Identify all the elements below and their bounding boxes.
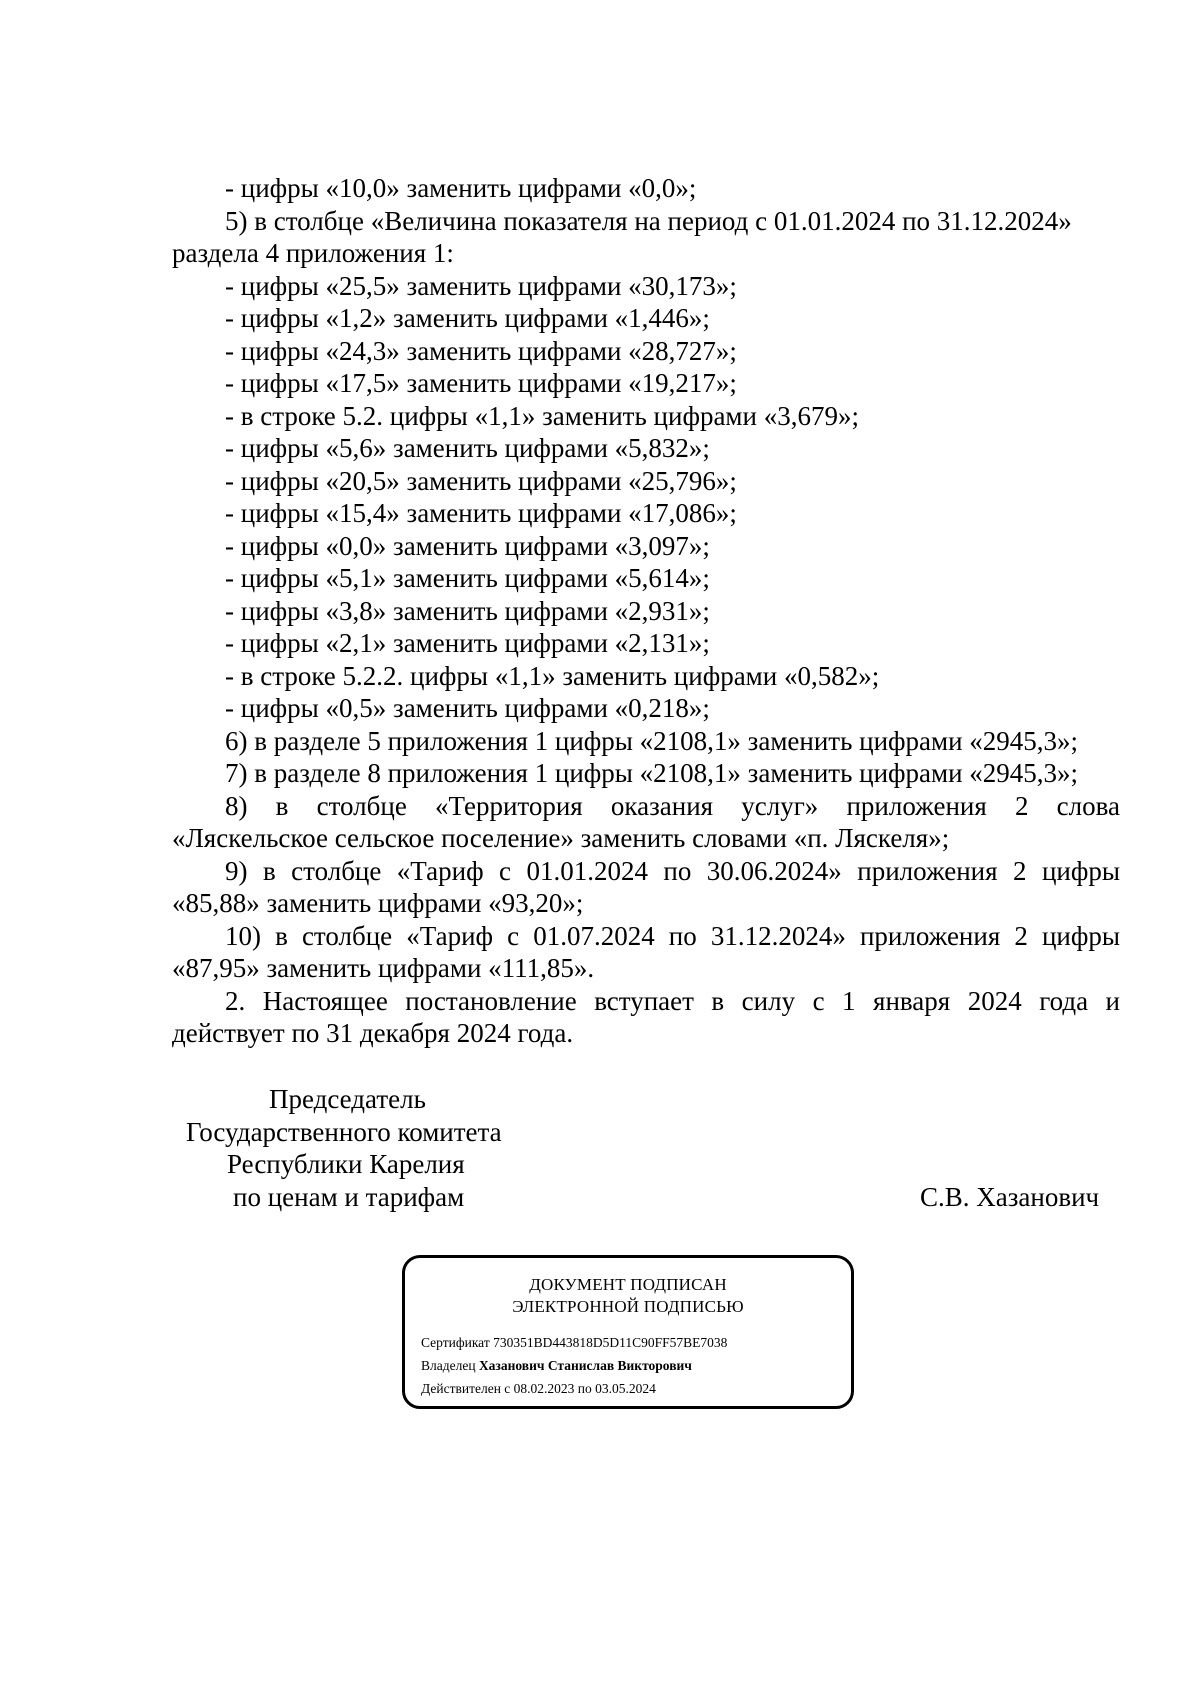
text-line: - цифры «3,8» заменить цифрами «2,931»;	[225, 595, 710, 626]
signatory-name: С.В. Хазанович	[920, 1181, 1100, 1212]
text-line: «85,88» заменить цифрами «93,20»;	[172, 888, 584, 918]
stamp-valid-to-label: по	[577, 1381, 592, 1396]
text-line: - цифры «5,6» заменить цифрами «5,832»;	[225, 433, 710, 463]
text-line: - цифры «20,5» заменить цифрами «25,796»;	[225, 465, 737, 496]
text-line: - цифры «2,1» заменить цифрами «2,131»;	[225, 628, 710, 658]
stamp-valid-label: Действителен с	[421, 1381, 511, 1396]
stamp-validity	[421, 1380, 656, 1398]
signature-position-line: Председатель	[269, 1084, 426, 1114]
text-line: - цифры «0,5» заменить цифрами «0,218»;	[225, 693, 710, 723]
text-line: - цифры «15,4» заменить цифрами «17,086»;	[225, 498, 737, 528]
text-line: - в строке 5.2.2. цифры «1,1» заменить цифрами «0,582»;	[225, 660, 880, 691]
signature-position-line: по ценам и тарифам	[233, 1181, 465, 1212]
text-line: 2. Настоящее постановление вступает в силу с 1 января 2024 года и	[225, 985, 1120, 1016]
text-line: - цифры «25,5» заменить цифрами «30,173»;	[225, 270, 737, 301]
signature-position-line: Республики Карелия	[227, 1149, 465, 1179]
text-line: - цифры «17,5» заменить цифрами «19,217»;	[225, 368, 737, 398]
stamp-title-line: ДОКУМЕНТ ПОДПИСАН	[529, 1275, 727, 1294]
text-line: 10) в столбце «Тариф с 01.07.2024 по 31.12.2024» приложения 2 цифры	[225, 920, 1120, 951]
text-line: «Ляскельское сельское поселение» заменить словами «п. Ляскеля»;	[172, 823, 950, 853]
text-line: 5) в столбце «Величина показателя на период с 01.01.2024 по 31.12.2024»	[225, 205, 1072, 236]
text-line: действует по 31 декабря 2024 года.	[172, 1018, 574, 1048]
text-line: - цифры «1,2» заменить цифрами «1,446»;	[225, 303, 710, 333]
electronic-signature-stamp	[402, 1255, 854, 1409]
text-line: - цифры «0,0» заменить цифрами «3,097»;	[225, 530, 710, 561]
stamp-valid-to: 03.05.2024	[595, 1381, 656, 1396]
text-line: - цифры «24,3» заменить цифрами «28,727»;	[225, 335, 737, 366]
text-line: - цифры «10,0» заменить цифрами «0,0»;	[225, 173, 697, 203]
signature-position-line: Государственного комитета	[186, 1116, 502, 1147]
stamp-certificate	[421, 1334, 727, 1352]
stamp-owner-value: Хазанович Станислав Викторович	[478, 1358, 692, 1373]
text-line: - цифры «5,1» заменить цифрами «5,614»;	[225, 563, 710, 593]
stamp-owner-label: Владелец	[421, 1358, 476, 1373]
stamp-title-line: ЭЛЕКТРОННОЙ ПОДПИСЬЮ	[512, 1297, 744, 1316]
text-line: «87,95» заменить цифрами «111,85».	[172, 953, 595, 983]
document-body	[172, 172, 1120, 1050]
text-line: - в строке 5.2. цифры «1,1» заменить цифрами «3,679»;	[225, 400, 859, 431]
stamp-certificate-value: 730351BD443818D5D11C90FF57BE7038	[493, 1335, 728, 1350]
text-line: 7) в разделе 8 приложения 1 цифры «2108,1» заменить цифрами «2945,3»;	[225, 758, 1079, 788]
stamp-certificate-label: Сертификат	[421, 1335, 490, 1350]
text-line: 8) в столбце «Территория оказания услуг» приложения 2 слова	[225, 790, 1120, 821]
stamp-owner	[421, 1357, 692, 1375]
text-line: 9) в столбце «Тариф с 01.01.2024 по 30.06.2024» приложения 2 цифры	[225, 855, 1120, 886]
text-line: 6) в разделе 5 приложения 1 цифры «2108,1» заменить цифрами «2945,3»;	[225, 725, 1079, 756]
text-line: раздела 4 приложения 1:	[172, 238, 454, 268]
stamp-valid-from: 08.02.2023	[513, 1381, 575, 1396]
